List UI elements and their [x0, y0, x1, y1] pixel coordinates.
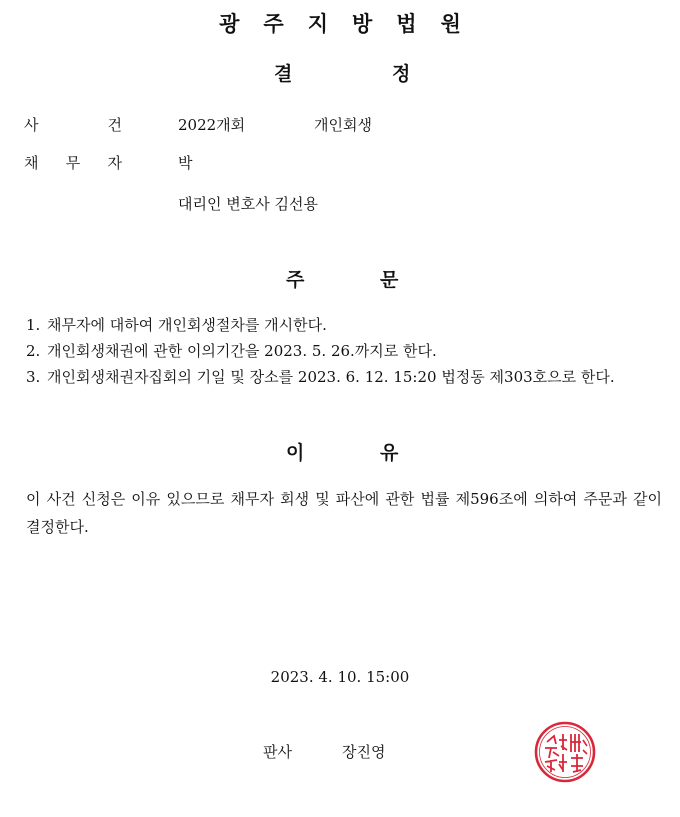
order-heading	[0, 265, 680, 291]
order-item-text: 개인회생채권에 관한 이의기간을 2023. 5. 26.까지로 한다.	[47, 342, 437, 360]
case-number: 2022개회	[178, 116, 246, 134]
debtor-label	[24, 152, 122, 173]
reason-heading-left: 이	[286, 442, 305, 464]
court-seal-stamp-icon	[533, 720, 597, 784]
case-type: 개인회생	[314, 116, 372, 134]
reason-text: 이 사건 신청은 이유 있으므로 채무자 회생 및 파산에 관한 법률 제596조에 의하여 주문과 같이 결정한다.	[26, 490, 662, 536]
order-item	[26, 312, 662, 338]
order-item-number: 3.	[26, 368, 41, 386]
order-item	[26, 364, 662, 390]
order-item-text: 개인회생채권자집회의 기일 및 장소를 2023. 6. 12. 15:20 법정동 제303호으로 한다.	[47, 368, 615, 386]
case-label-char-1: 사	[24, 116, 39, 134]
doc-type-char-left: 결	[274, 63, 293, 85]
order-heading-right: 문	[380, 269, 399, 291]
order-item-number: 1.	[26, 316, 41, 334]
order-heading-left: 주	[286, 269, 305, 291]
case-label	[24, 114, 122, 135]
order-item	[26, 338, 662, 364]
judge-name: 장진영	[342, 743, 386, 761]
decision-date: 2023. 4. 10. 15:00	[270, 668, 410, 686]
debtor-name: 박	[178, 154, 193, 172]
reason-heading	[0, 438, 680, 464]
order-list	[26, 312, 662, 390]
debtor-label-char-3: 자	[107, 154, 122, 172]
document-type-heading	[0, 59, 680, 85]
court-name: 광주지방법원	[219, 12, 485, 36]
debtor-agent: 대리인 변호사 김선용	[178, 195, 318, 213]
judge-title: 판사	[263, 743, 292, 761]
order-item-text: 채무자에 대하여 개인회생절차를 개시한다.	[47, 316, 327, 334]
order-item-number: 2.	[26, 342, 41, 360]
case-label-char-2: 건	[107, 116, 122, 134]
reason-heading-right: 유	[380, 442, 399, 464]
debtor-label-char-2: 무	[65, 154, 81, 172]
doc-type-char-right: 정	[392, 63, 411, 85]
debtor-label-char-1: 채	[24, 154, 39, 172]
